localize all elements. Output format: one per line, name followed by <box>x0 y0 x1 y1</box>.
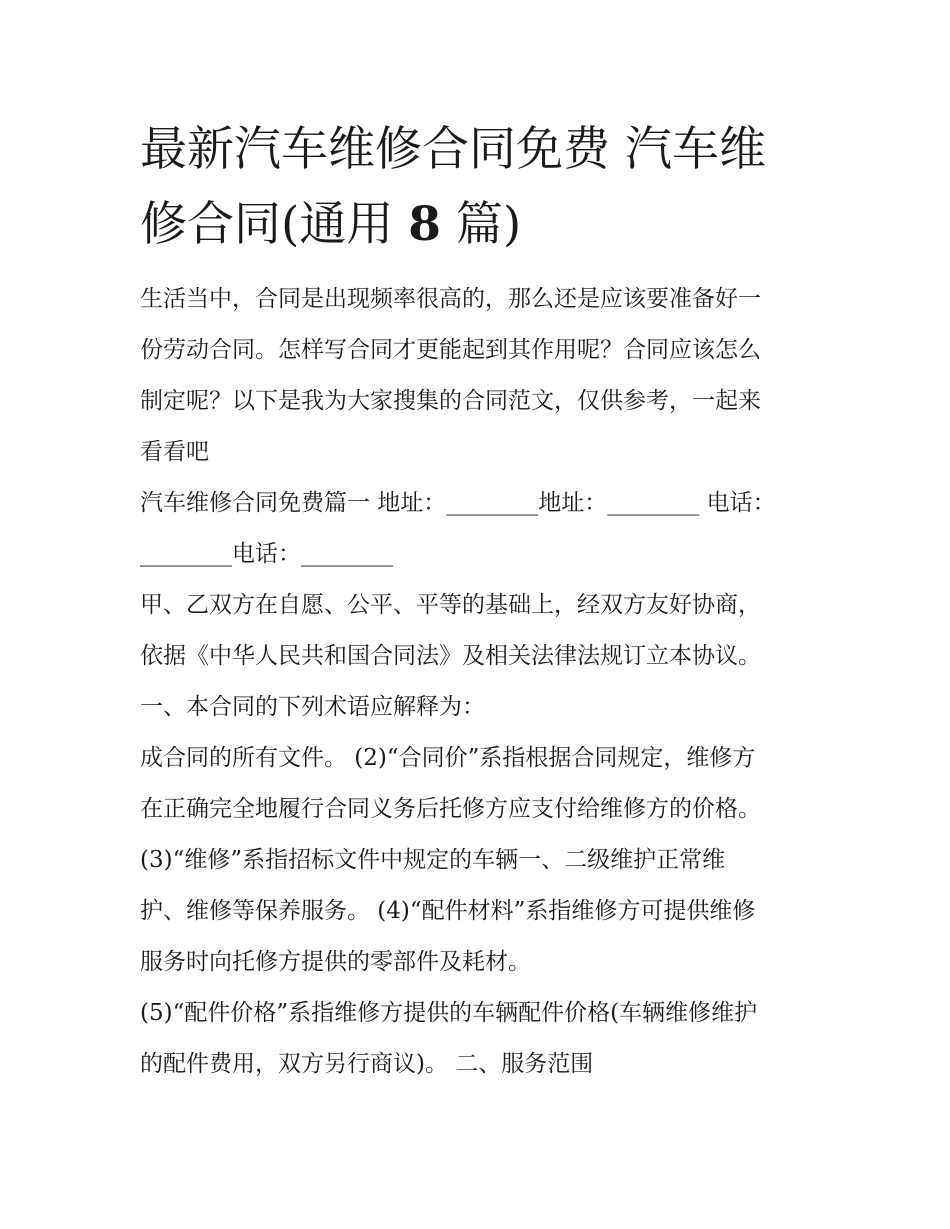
document-title <box>140 112 820 262</box>
paragraph-maintenance <box>140 835 820 988</box>
paragraph-intro <box>140 274 820 478</box>
paragraph-contract-price <box>140 733 820 835</box>
paragraph-agreement <box>140 580 820 682</box>
text-line: 甲、乙双方在自愿、公平、平等的基础上，经双方友好协商， <box>140 592 761 618</box>
paragraph-parts-price <box>140 988 820 1090</box>
text-line: 汽车维修合同免费篇一 地址：________地址：________ 电话： <box>140 490 776 516</box>
document-body <box>140 274 820 1090</box>
paragraph-address <box>140 478 820 580</box>
title-number: 8 <box>408 197 441 252</box>
text-line: 看看吧 <box>140 439 209 465</box>
text-line: (3)“维修”系指招标文件中规定的车辆一、二级维护正常维 <box>140 847 726 873</box>
title-line-2-prefix: 修合同(通用 <box>140 197 409 252</box>
text-line: 护、维修等保养服务。 (4)“配件材料”系指维修方可提供维修 <box>140 898 756 924</box>
text-line: 成合同的所有文件。 (2)“合同价”系指根据合同规定，维修方 <box>140 745 756 771</box>
text-line: 份劳动合同。怎样写合同才更能起到其作用呢？合同应该怎么 <box>140 337 761 363</box>
text-line: 服务时向托修方提供的零部件及耗材。 <box>140 949 531 975</box>
text-line: 生活当中，合同是出现频率很高的，那么还是应该要准备好一 <box>140 286 761 312</box>
text-line: 的配件费用，双方另行商议)。 二、服务范围 <box>140 1051 594 1077</box>
text-line: 制定呢？以下是我为大家搜集的合同范文，仅供参考，一起来 <box>140 388 761 414</box>
title-line-2-suffix: 篇) <box>440 197 522 252</box>
paragraph-section-1 <box>140 682 820 733</box>
text-line: 依据《中华人民共和国合同法》及相关法律法规订立本协议。 <box>140 643 761 669</box>
text-line: 在正确完全地履行合同义务后托修方应支付给维修方的价格。 <box>140 796 761 822</box>
document-page <box>140 112 820 1090</box>
title-line-1: 最新汽车维修合同免费 汽车维 <box>140 122 766 177</box>
title-line-2 <box>140 187 820 262</box>
section-heading: 一、本合同的下列术语应解释为： <box>140 694 485 720</box>
text-line: (5)“配件价格”系指维修方提供的车辆配件价格(车辆维修维护 <box>140 1000 758 1026</box>
text-line: ________电话：________ <box>140 541 393 567</box>
